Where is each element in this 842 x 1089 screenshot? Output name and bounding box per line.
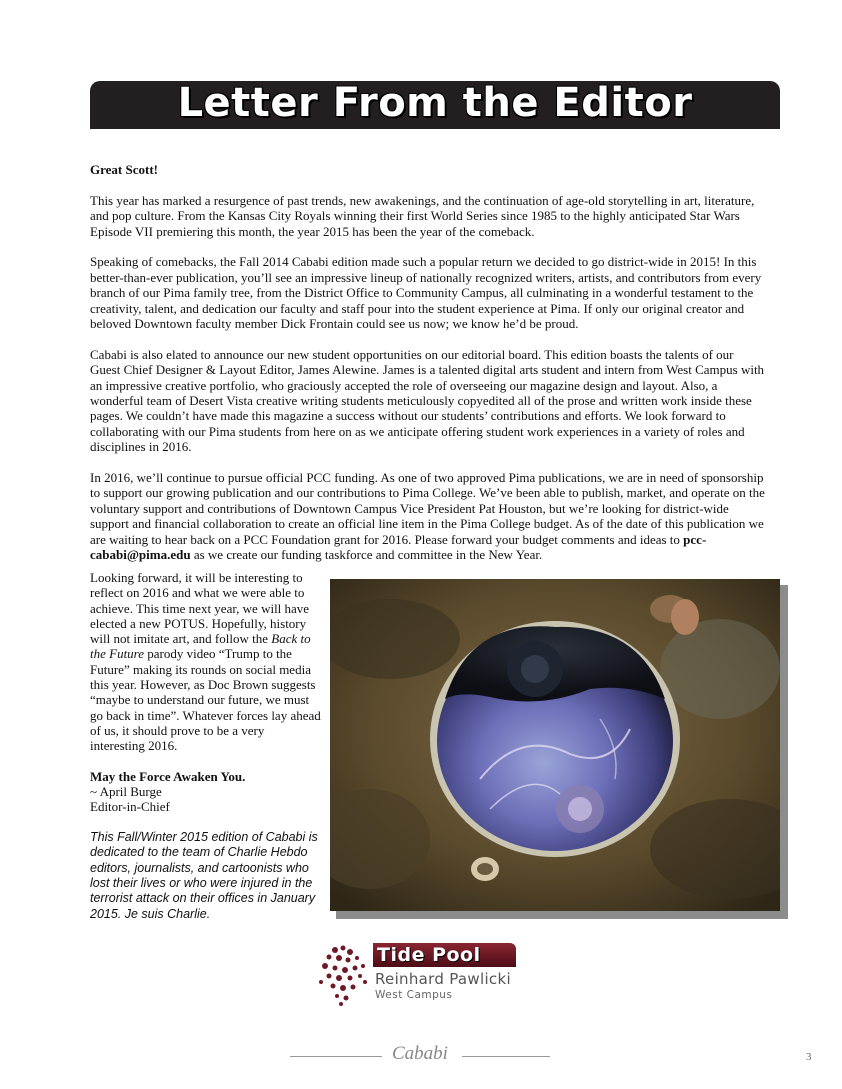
page-title: Letter From the Editor [177, 80, 693, 126]
paragraph-5-end: parody video “Trump to the Future” making its rounds on social media this year. However, as Doc Brown suggests “maybe to understand our future, we must go back in time”. Whatever forces lay ahead of us, it should prove to be a very interesting 2016. [90, 646, 321, 754]
lizard-icon [315, 942, 371, 1008]
artwork-credit [315, 942, 525, 1010]
paragraph-2: Speaking of comebacks, the Fall 2014 Cababi edition made such a popular return we decided to go district-wide in 2015! In this better-than-ever publication, you’ll see an impressive lineup of nationally recognized writers, artists, and contributors from every branch of our Pima family tree, from the District Office to Community Campus, all culminating in a wonderful testament to the creativity, talent, and dedication our faculty and staff pour into the student experience at Pima. If only our original creator and beloved Downtown faculty member Dick Frontain could see us now; we know he’d be proud. [90, 254, 762, 332]
left-column [90, 570, 322, 922]
greeting: Great Scott! [90, 162, 158, 177]
footer-divider-left [290, 1056, 382, 1057]
paragraph-3: Cababi is also elated to announce our new student opportunities on our editorial board. This edition boasts the talents of our Guest Chief Designer & Layout Editor, James Alewine. James is a talented digital arts student and intern from West Campus with an impressive creative portfolio, who graciously accepted the role of overseeing our magazine design and layout. Also, a wonderful team of Desert Vista creative writing students meticulously copyedited all of the prose and written work inside these pages. We couldn’t have made this magazine a success without our students’ contributions and efforts. We look forward to collaborating with our Pima students from here on as we anticipate offering student work experiences in a variety of roles and disciplines in 2016. [90, 346, 765, 455]
footer-logo: Cababi [392, 1043, 448, 1064]
title-banner [90, 81, 780, 129]
artist-name: Reinhard Pawlicki [375, 970, 511, 988]
artwork-title: Tide Pool [377, 944, 481, 966]
paragraph-5 [90, 570, 322, 754]
film-title: Back to the Future [90, 631, 311, 662]
paragraph-1: This year has marked a resurgence of past trends, new awakenings, and the continuation of age-old storytelling in art, literature, and pop culture. From the Kansas City Royals winning their first World Series since 1985 to the highly anticipated Star Wars Episode VII premiering this month, the year 2015 has been the year of the comeback. [90, 192, 755, 239]
artist-campus: West Campus [375, 989, 453, 1001]
letter-body [90, 162, 766, 578]
paragraph-4-text: In 2016, we’ll continue to pursue official PCC funding. As one of two approved Pima publications, we are in need of sponsorship to support our growing publication and our contributions to Pima College. We’ve been able to publish, market, and operate on the voluntary support and contributions of Downtown Campus Vice President Pat Houston, but we’re looking for district-wide support and financial collaboration to create an official line item in the Pima College budget. As of the date of this publication we are waiting to hear back on a PCC Foundation grant for 2016. Please forward your budget comments and ideas to [90, 470, 765, 547]
author-name: ~ April Burge [90, 784, 162, 800]
page-number: 3 [806, 1051, 812, 1063]
signoff: May the Force Awaken You. [90, 768, 246, 784]
paragraph-4-end: as we create our funding taskforce and committee in the New Year. [193, 547, 543, 563]
email-link[interactable]: pcc-cababi@pima.edu [90, 531, 707, 563]
paragraph-4 [90, 470, 766, 562]
tide-pool-photo [330, 579, 780, 911]
signature-block [90, 769, 322, 815]
dedication: This Fall/Winter 2015 edition of Cababi is dedicated to the team of Charlie Hebdo editors, journalists, and cartoonists who lost their lives or who were injured in the terrorist attack on their offices in January 2015. Je suis Charlie. [90, 829, 318, 921]
paragraph-5-start: Looking forward, it will be interesting to reflect on 2016 and what we were able to achieve. This time next year, we will have elected a new POTUS. Hopefully, history will not imitate art, and follow the [90, 570, 310, 647]
author-role: Editor-in-Chief [90, 799, 170, 815]
footer-divider-right [462, 1056, 550, 1057]
